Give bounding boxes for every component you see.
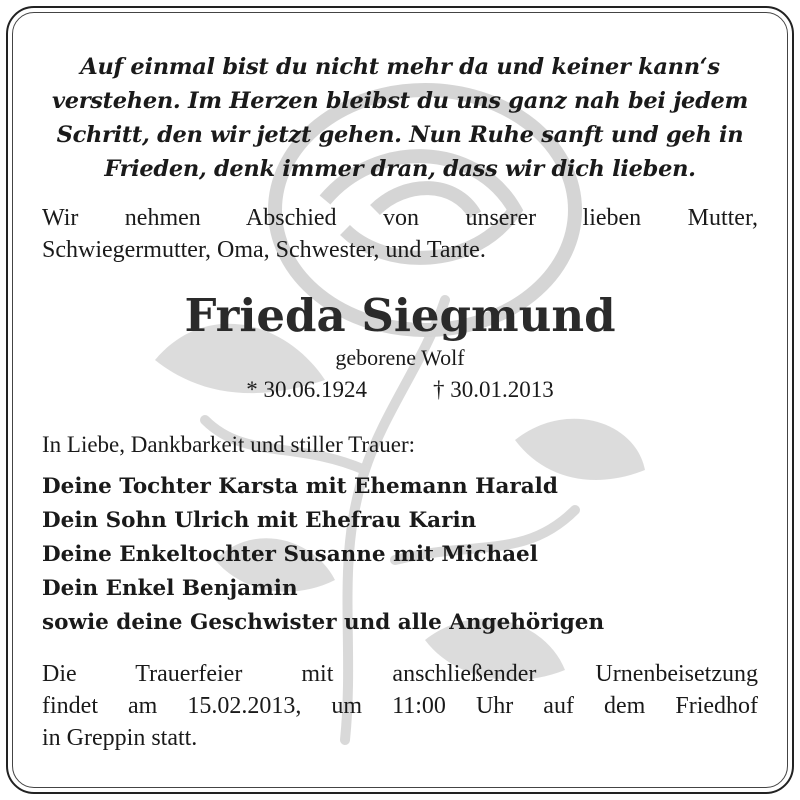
obituary-content (42, 44, 758, 754)
verse-line: Auf einmal bist du nicht mehr da und keiner kann‘s (80, 54, 720, 80)
mourning-line: In Liebe, Dankbarkeit und stiller Trauer: (42, 432, 416, 457)
funeral-service-info (42, 658, 758, 754)
maiden-name: geborene Wolf (335, 345, 465, 370)
death-date: † 30.01.2013 (433, 377, 554, 402)
verse-line: Frieden, denk immer dran, dass wir dich lieben. (104, 156, 696, 182)
family-member: Dein Sohn Ulrich mit Ehefrau Karin (42, 508, 477, 533)
service-line: in Greppin statt. (42, 725, 198, 751)
service-line: Die Trauerfeier mit anschließender Urnenbeisetzung (42, 661, 758, 687)
deceased-name: Frieda Siegmund (184, 289, 616, 342)
farewell-intro (42, 202, 758, 266)
life-dates (42, 374, 758, 406)
intro-line: Wir nehmen Abschied von unserer lieben Mutter, (42, 205, 758, 231)
family-member: Deine Tochter Karsta mit Ehemann Harald (42, 474, 558, 499)
birth-date: * 30.06.1924 (246, 377, 367, 402)
service-line: findet am 15.02.2013, um 11:00 Uhr auf dem Friedhof (42, 693, 758, 719)
verse-line: verstehen. Im Herzen bleibst du uns ganz nah bei jedem (51, 88, 749, 114)
family-member: Dein Enkel Benjamin (42, 576, 298, 601)
family-member: sowie deine Geschwister und alle Angehörigen (42, 610, 605, 635)
family-member: Deine Enkeltochter Susanne mit Michael (42, 542, 538, 567)
memorial-verse (42, 50, 758, 186)
verse-line: Schritt, den wir jetzt gehen. Nun Ruhe sanft und geh in (56, 122, 744, 148)
intro-line: Schwiegermutter, Oma, Schwester, und Tante. (42, 237, 486, 263)
family-list (42, 470, 758, 640)
